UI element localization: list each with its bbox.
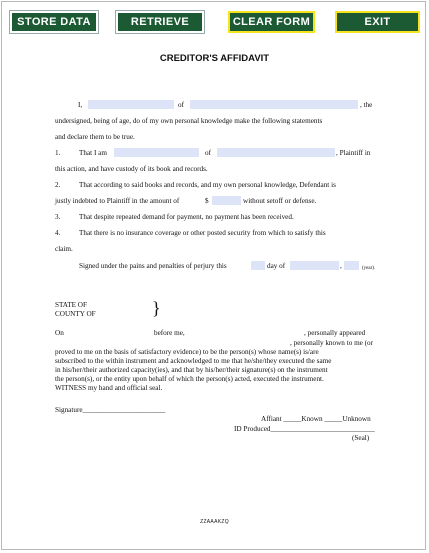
month-field[interactable] bbox=[290, 261, 339, 270]
s2-line1: That according to said books and records, and my own personal knowledge, Defendant is bbox=[79, 181, 336, 189]
notary-line-5: WITNESS my hand and official seal. bbox=[55, 384, 163, 392]
on-label: On bbox=[55, 329, 64, 337]
document-title: CREDITOR'S AFFIDAVIT bbox=[159, 53, 270, 64]
plaintiff-field[interactable] bbox=[217, 148, 335, 157]
day-of-label: day of bbox=[267, 262, 286, 270]
seal-label: (Seal) bbox=[352, 434, 370, 442]
signed-comma: , bbox=[340, 262, 342, 270]
s1-number: 1. bbox=[55, 149, 61, 157]
s1-line2: this action, and have custody of its book and records. bbox=[55, 165, 208, 173]
county-of-label: COUNTY OF bbox=[55, 310, 96, 318]
title-field[interactable] bbox=[114, 148, 199, 157]
signed-label: Signed under the pains and penalties of perjury this bbox=[79, 262, 227, 270]
p1-of-label: of bbox=[178, 101, 184, 109]
notary-line-2: subscribed to the within instrument and acknowledged to me that he/she/they executed the same bbox=[55, 357, 332, 365]
known-label: , personally known to me (or bbox=[290, 339, 374, 347]
s3-line: That despite repeated demand for payment, no payment has been received. bbox=[79, 213, 294, 221]
affiant-address-field[interactable] bbox=[190, 100, 358, 109]
dollar-sign: $ bbox=[205, 197, 209, 205]
affiant-name-field[interactable] bbox=[88, 100, 174, 109]
appeared-label: , personally appeared bbox=[304, 329, 366, 337]
signature-line: Signature_______________________ bbox=[55, 406, 166, 414]
notary-line-1: proved to me on the basis of satisfactory evidence) to be the person(s) whose name(s) is/are bbox=[55, 348, 319, 356]
affiant-line: Affiant _____Known _____Unknown bbox=[261, 415, 371, 423]
s1-label: That I am bbox=[79, 149, 107, 157]
store-data-button[interactable]: STORE DATA bbox=[10, 11, 98, 33]
s4-number: 4. bbox=[55, 229, 61, 237]
footer-code: ZZAAAKZQ bbox=[200, 519, 229, 525]
retrieve-data-button[interactable]: RETRIEVE DATA bbox=[116, 11, 204, 33]
p1-line2: undersigned, being of age, do of my own personal knowledge make the following statements bbox=[55, 117, 323, 125]
id-produced-line: ID Produced_____________________________ bbox=[234, 425, 375, 433]
p1-the-label: , the bbox=[360, 101, 373, 109]
state-of-label: STATE OF bbox=[55, 301, 87, 309]
amount-field[interactable] bbox=[212, 196, 241, 205]
brace: } bbox=[152, 298, 161, 318]
clear-form-button[interactable]: CLEAR FORM bbox=[228, 11, 315, 33]
s1-end: , Plaintiff in bbox=[336, 149, 371, 157]
notary-line-3: in his/her/their authorized capacity(ies), and that by his/her/their signature(s) on the instrument bbox=[55, 366, 328, 374]
s4-line2: claim. bbox=[55, 245, 73, 253]
p1-line3: and declare them to be true. bbox=[55, 133, 135, 141]
s2-line2: justly indebted to Plaintiff in the amount of bbox=[55, 197, 180, 205]
before-me-label: before me, bbox=[154, 329, 185, 337]
page-frame bbox=[1, 1, 426, 550]
exit-button[interactable]: EXIT bbox=[335, 11, 420, 33]
s2-number: 2. bbox=[55, 181, 61, 189]
day-field[interactable] bbox=[251, 261, 265, 270]
s2-end: without setoff or defense. bbox=[243, 197, 317, 205]
notary-line-4: the person(s), or the entity upon behalf of which the person(s) acted, executed the instrument. bbox=[55, 375, 324, 383]
year-label: (year). bbox=[362, 266, 376, 271]
year-field[interactable] bbox=[344, 261, 359, 270]
s4-line1: That there is no insurance coverage or other posted security from which to satisfy this bbox=[79, 229, 326, 237]
s3-number: 3. bbox=[55, 213, 61, 221]
s1-of-label: of bbox=[205, 149, 211, 157]
p1-i-label: I, bbox=[78, 101, 83, 109]
